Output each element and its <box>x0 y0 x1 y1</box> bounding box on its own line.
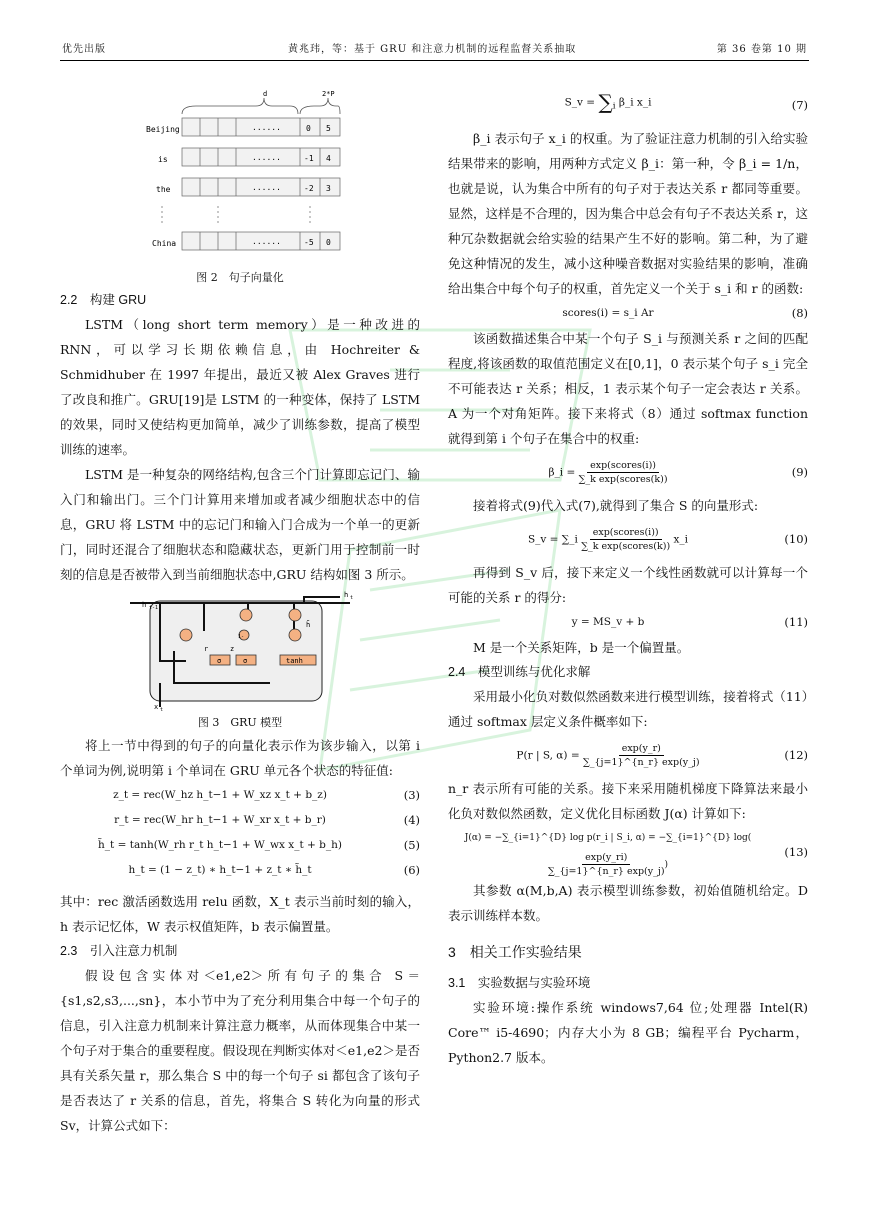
equation-number: (5) <box>403 838 420 852</box>
paragraph: LSTM（long short term memory）是一种改进的 RNN，可以学习长期依赖信息，由 Hochreiter & Schmidhuber 在 1997 年提出，最近又被 Alex Graves 进行了改良和推广。GRU[19]是 LSTM 的一种变体，保持了 LSTM 的效果，同时又使结构更加简单，减少了训练参数，提高了模型训练的速率。 <box>60 317 420 457</box>
equation-body: h̃_t = tanh(W_rh r_t h_t−1 + W_wx x_t + b_h) <box>98 839 342 851</box>
figure-2-diagram <box>60 80 420 260</box>
row-the <box>156 178 340 196</box>
paragraph: 实验环境:操作系统 windows7,64 位;处理器 Intel(R) Core™ i5-4690；内存大小为 8 GB；编程平台 Pycharm，Python2.7 版本。 <box>448 1000 808 1065</box>
header-center: 黄兆玮，等：基于 GRU 和注意力机制的远程监督关系抽取 <box>288 44 577 55</box>
equation-lhs: S_v = ∑_i <box>527 533 578 545</box>
equation-number: (12) <box>784 747 808 762</box>
figure-2 <box>60 80 420 260</box>
paragraph: 该函数描述集合中某一个句子 S_i 与预测关系 r 之间的匹配程度,将该函数的取值范围定义在[0,1]，0 表示某个句子 s_i 完全不可能表达 r 关系；相反，1 表示某个句子一定会表达 r 关系。A 为一个对角矩阵。接下来将式（8）通过 softmax function 就得到第 i 个句子在集合中的权重: <box>448 331 808 446</box>
equation-lhs: P(r | S, α) = <box>516 749 580 761</box>
label-one-minus: 1- <box>238 634 245 640</box>
label-sigma-2: σ <box>243 657 248 665</box>
paragraph: 其参数 α(M,b,A) 表示模型训练参数，初始值随机给定。D 表示训练样本数。 <box>448 883 808 923</box>
fraction-numerator: exp(y_r) <box>619 742 664 756</box>
equation-7: S_v = $\sum_i$ β_i x_i (7) <box>448 84 808 126</box>
section-3-heading: 3 相关工作实验结果 <box>448 944 582 960</box>
equation-10 <box>448 518 808 560</box>
figure-2-caption: 图 2 句子向量化 <box>196 271 284 284</box>
row-beijing <box>146 118 340 136</box>
left-column <box>60 80 420 1138</box>
row-pos2: 3 <box>326 184 331 193</box>
equation-body: r_t = rec(W_hr h_t−1 + W_xr x_t + b_r) <box>114 814 326 826</box>
row-pos1: -1 <box>304 154 314 163</box>
label-r: r <box>204 645 209 653</box>
equation-number: (11) <box>784 615 808 629</box>
row-is <box>158 148 340 166</box>
equation-8 <box>448 301 808 326</box>
brace-label-d: d <box>263 90 268 98</box>
row-dots: ...... <box>252 153 281 162</box>
label-z: z <box>230 645 235 653</box>
label-h-t: h <box>344 591 349 599</box>
equation-number: (6) <box>403 863 420 877</box>
equation-lhs: S_v = <box>564 96 596 109</box>
equation-body: y = MS_v + b <box>571 616 645 628</box>
row-pos1: 0 <box>306 124 311 133</box>
paragraph: n_r 表示所有可能的关系。接下来采用随机梯度下降算法来最小化负对数似然函数，定义优化目标函数 J(α) 计算如下: <box>448 781 808 821</box>
figure-3-caption: 图 3 GRU 模型 <box>197 716 283 729</box>
fraction-denominator: ∑_{j=1}^{n_r} exp(y_j) <box>547 866 665 877</box>
row-dots: ...... <box>252 123 281 132</box>
brace-label-2p: 2*P <box>322 90 335 98</box>
section-2-2-heading: 2.2 构建 GRU <box>60 293 147 307</box>
gru-diagram <box>60 591 420 713</box>
equation-tail: x_i <box>673 533 689 545</box>
equation-12 <box>448 734 808 776</box>
equation-13 <box>448 826 808 878</box>
paragraph: 其中：rec 激活函数选用 relu 函数，X_t 表示当前时刻的输入，h 表示记忆体，W 表示权值矩阵，b 表示偏置量。 <box>60 894 420 934</box>
label-h-prev: h <box>142 601 147 609</box>
fraction-denominator: ∑_k exp(scores(k)) <box>578 473 668 485</box>
equation-number: (7) <box>791 97 808 112</box>
label-h-prev-sub: t-1 <box>149 605 159 611</box>
equation-number: (10) <box>784 531 808 546</box>
equation-6 <box>60 858 420 883</box>
figure-3 <box>60 591 420 713</box>
header-right: 第 36 卷第 10 期 <box>716 44 807 55</box>
equation-part-a: J(α) = −∑_{i=1}^{D} log p(r_i | S_i, α) = −∑_{i=1}^{D} log( <box>464 833 752 843</box>
row-dots: ...... <box>252 237 281 246</box>
label-h-tilde: h̃ <box>306 621 311 629</box>
equation-number: (13) <box>784 844 808 859</box>
paragraph: 接着将式(9)代入式(7),就得到了集合 S 的向量形式: <box>473 498 759 513</box>
section-2-3-heading: 2.3 引入注意力机制 <box>60 944 178 958</box>
right-column <box>448 84 808 1070</box>
sum-index: i <box>612 101 616 112</box>
section-2-4-heading: 2.4 模型训练与优化求解 <box>448 665 591 679</box>
label-x-t-sub: t <box>160 707 164 713</box>
row-word: the <box>156 185 171 194</box>
row-pos1: -5 <box>304 238 314 247</box>
header-left: 优先出版 <box>62 44 106 55</box>
label-sigma-1: σ <box>217 657 222 665</box>
equation-body: h_t = (1 − z_t) ∗ h_t−1 + z_t ∗ h̃_t <box>128 864 312 876</box>
fraction-denominator: ∑_k exp(scores(k)) <box>581 540 671 552</box>
equation-3 <box>60 783 420 808</box>
equation-body: z_t = rec(W_hz h_t−1 + W_xz x_t + b_z) <box>113 789 327 801</box>
paragraph: 采用最小化负对数似然函数来进行模型训练，接着将式（11）通过 softmax 层定义条件概率如下: <box>448 689 808 729</box>
row-word: is <box>158 155 168 164</box>
row-dots: ...... <box>252 183 281 192</box>
equation-9 <box>448 451 808 493</box>
label-x-t: x <box>154 703 159 711</box>
equation-number: (3) <box>403 788 420 802</box>
equation-number: (8) <box>791 306 808 320</box>
label-tanh: tanh <box>286 657 303 665</box>
header-rule <box>60 60 809 61</box>
row-pos1: -2 <box>304 184 314 193</box>
equation-rhs: β_i x_i <box>618 96 652 109</box>
paragraph: 将上一节中得到的句子的向量化表示作为该步输入，以第 i 个单词为例,说明第 i 个单词在 GRU 单元各个状态的特征值: <box>60 738 420 778</box>
fraction-denominator: ∑_{j=1}^{n_r} exp(y_j) <box>582 756 700 768</box>
equation-body: scores(i) = s_i Ar <box>562 307 654 319</box>
row-china <box>152 232 340 250</box>
paragraph: LSTM 是一种复杂的网络结构,包含三个门计算即忘记门、输入门和输出门。三个门计算用来增加或者减少细胞状态中的信息，GRU 将 LSTM 中的忘记门和输入门合成为一个单一的更新门，同时还混合了细胞状态和隐藏状态，更新门用于控制前一时刻的信息是否被带入到当前细胞状态中,GRU 结构如图 3 所示。 <box>60 467 420 582</box>
equation-part-b: ) <box>664 860 669 870</box>
paragraph: 假设包含实体对＜e1,e2＞所有句子的集合 S＝{s1,s2,s3,...,sn}，本小节中为了充分利用集合中每一个句子的信息，引入注意力机制来计算注意力概率，从而体现集合中某一个句子对于集合的重要程度。假设现在判断实体对＜e1,e2＞是否具有关系矢量 r，那么集合 S 中的每一个句子 si 都包含了该句子是否表达了 r 关系的信息，首先，将集合 S 转化为向量的形式 Sv，计算公式如下： <box>60 968 420 1133</box>
equation-11 <box>448 610 808 635</box>
equation-number: (4) <box>403 813 420 827</box>
row-pos2: 4 <box>326 154 331 163</box>
equation-5 <box>60 833 420 858</box>
fraction-numerator: exp(scores(i)) <box>587 459 659 473</box>
paragraph: β_i 表示句子 x_i 的权重。为了验证注意力机制的引入给实验结果带来的影响，用两种方式定义 β_i：第一种，令 β_i = 1/n，也就是说，认为集合中所有的句子对于表达关系 r 都同等重要。显然，这样是不合理的，因为集合中总会有句子不表达关系 r，这种冗杂数据就会给实验的结果产生不好的影响。第二种，为了避免这种情况的发生，减小这种噪音数据对实验结果的影响，准确给出集合中每个句子的权重，首先定义一个关于 s_i 和 r 的函数: <box>448 131 808 296</box>
row-pos2: 0 <box>326 238 331 247</box>
vertical-ellipsis <box>162 206 310 226</box>
fraction-numerator: exp(scores(i)) <box>590 526 662 540</box>
paragraph: 再得到 S_v 后，接下来定义一个线性函数就可以计算每一个可能的关系 r 的得分: <box>448 565 808 605</box>
equation-4 <box>60 808 420 833</box>
label-h-t-sub: t <box>350 595 354 601</box>
equation-lhs: β_i = <box>548 466 576 478</box>
paragraph: M 是一个关系矩阵，b 是一个偏置量。 <box>473 640 690 655</box>
row-word: China <box>152 239 177 248</box>
fraction-numerator: exp(y_ri) <box>582 851 630 865</box>
row-word: Beijing <box>146 125 180 134</box>
row-pos2: 5 <box>326 124 331 133</box>
section-3-1-heading: 3.1 实验数据与实验环境 <box>448 976 591 990</box>
equation-number: (9) <box>791 464 808 479</box>
